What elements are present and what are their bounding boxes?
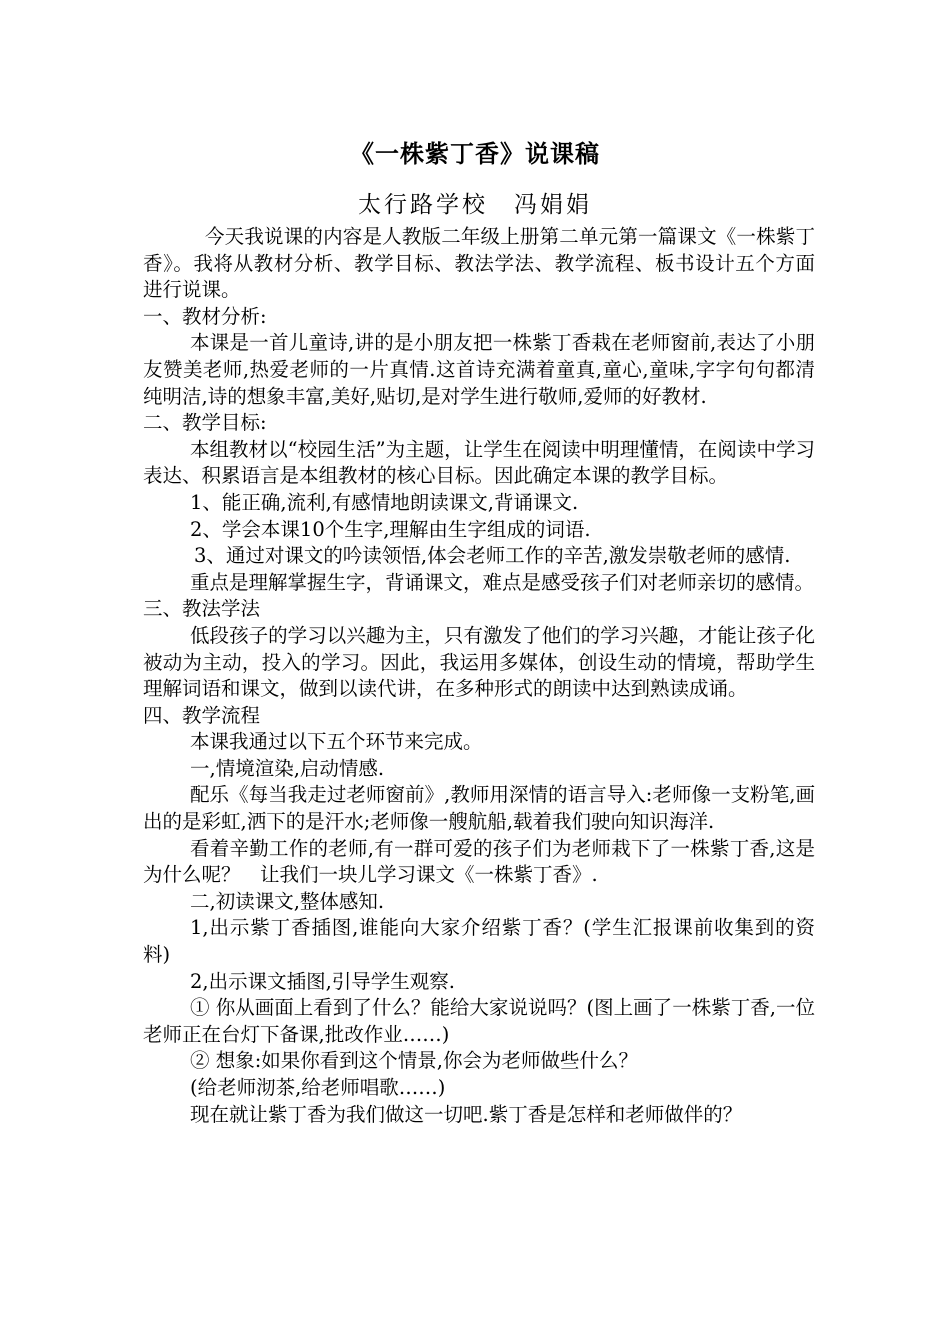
- paragraph: 本课我通过以下五个环节来完成。: [190, 730, 483, 754]
- document-body: [143, 224, 815, 1128]
- paragraph: 本组教材以“校园生活”为主题，让学生在阅读中明理懂情，在阅读中学习表达、积累语言是本组教材的核心目标。因此确定本课的教学目标。: [143, 437, 815, 488]
- paragraph: 2,出示课文插图,引导学生观察.: [190, 969, 456, 993]
- paragraph: 四、教学流程: [143, 703, 261, 727]
- paragraph: 低段孩子的学习以兴趣为主，只有激发了他们的学习兴趣，才能让孩子化被动为主动，投入的学习。因此，我运用多媒体，创设生动的情境，帮助学生理解词语和课文，做到以读代讲，在多种形式的朗读中达到熟读成诵。: [143, 623, 815, 701]
- paragraph: ① 你从画面上看到了什么？能给大家说说吗？(图上画了一株紫丁香,一位老师正在台灯下备课,批改作业……): [143, 996, 815, 1046]
- paragraph: 三、教法学法: [143, 597, 261, 621]
- author-line: [0, 186, 950, 219]
- paragraph: (给老师沏茶,给老师唱歌……): [190, 1076, 446, 1099]
- paragraph: 二、教学目标:: [143, 411, 267, 435]
- author-name: 冯娟娟: [514, 192, 592, 218]
- paragraph: 现在就让紫丁香为我们做这一切吧.紫丁香是怎样和老师做伴的？: [190, 1102, 743, 1126]
- paragraph: 本课是一首儿童诗,讲的是小朋友把一株紫丁香栽在老师窗前,表达了小朋友赞美老师,热爱老师的一片真情.这首诗充满着童真,童心,童味,字字句句都清纯明洁,诗的想象丰富,美好,贴切,是对学生进行敬师,爱师的好教材.: [143, 331, 815, 408]
- paragraph: 1,出示紫丁香插图,谁能向大家介绍紫丁香？(学生汇报课前收集到的资料): [143, 916, 815, 967]
- school-name: 太行路学校: [358, 192, 488, 218]
- paragraph: 二,初读课文,整体感知.: [190, 889, 385, 913]
- paragraph: 看着辛勤工作的老师,有一群可爱的孩子们为老师栽下了一株紫丁香,这是为什么呢？ 让我们一块儿学习课文《一株紫丁香》.: [143, 836, 815, 887]
- paragraph: 一、教材分析:: [143, 304, 267, 328]
- paragraph: 1、能正确,流利,有感情地朗读课文,背诵课文.: [190, 490, 579, 514]
- page-title: 《一株紫丁香》说课稿: [350, 140, 600, 168]
- paragraph: 今天我说课的内容是人教版二年级上册第二单元第一篇课文《一株紫丁香》。我将从教材分析、教学目标、教法学法、教学流程、板书设计五个方面进行说课。: [143, 225, 815, 302]
- paragraph: ② 想象:如果你看到这个情景,你会为老师做些什么？: [190, 1049, 638, 1073]
- paragraph: 配乐《每当我走过老师窗前》,教师用深情的语言导入:老师像一支粉笔,画出的是彩虹,洒下的是汗水;老师像一艘航船,载着我们驶向知识海洋.: [143, 783, 815, 834]
- paragraph: 3、通过对课文的吟读领悟,体会老师工作的辛苦,激发崇敬老师的感情.: [194, 544, 791, 568]
- paragraph: 一,情境渲染,启动情感.: [190, 756, 385, 780]
- paragraph: 重点是理解掌握生字，背诵课文，难点是感受孩子们对老师亲切的感情。: [190, 570, 815, 594]
- paragraph: 2、学会本课10个生字,理解由生字组成的词语.: [190, 517, 591, 541]
